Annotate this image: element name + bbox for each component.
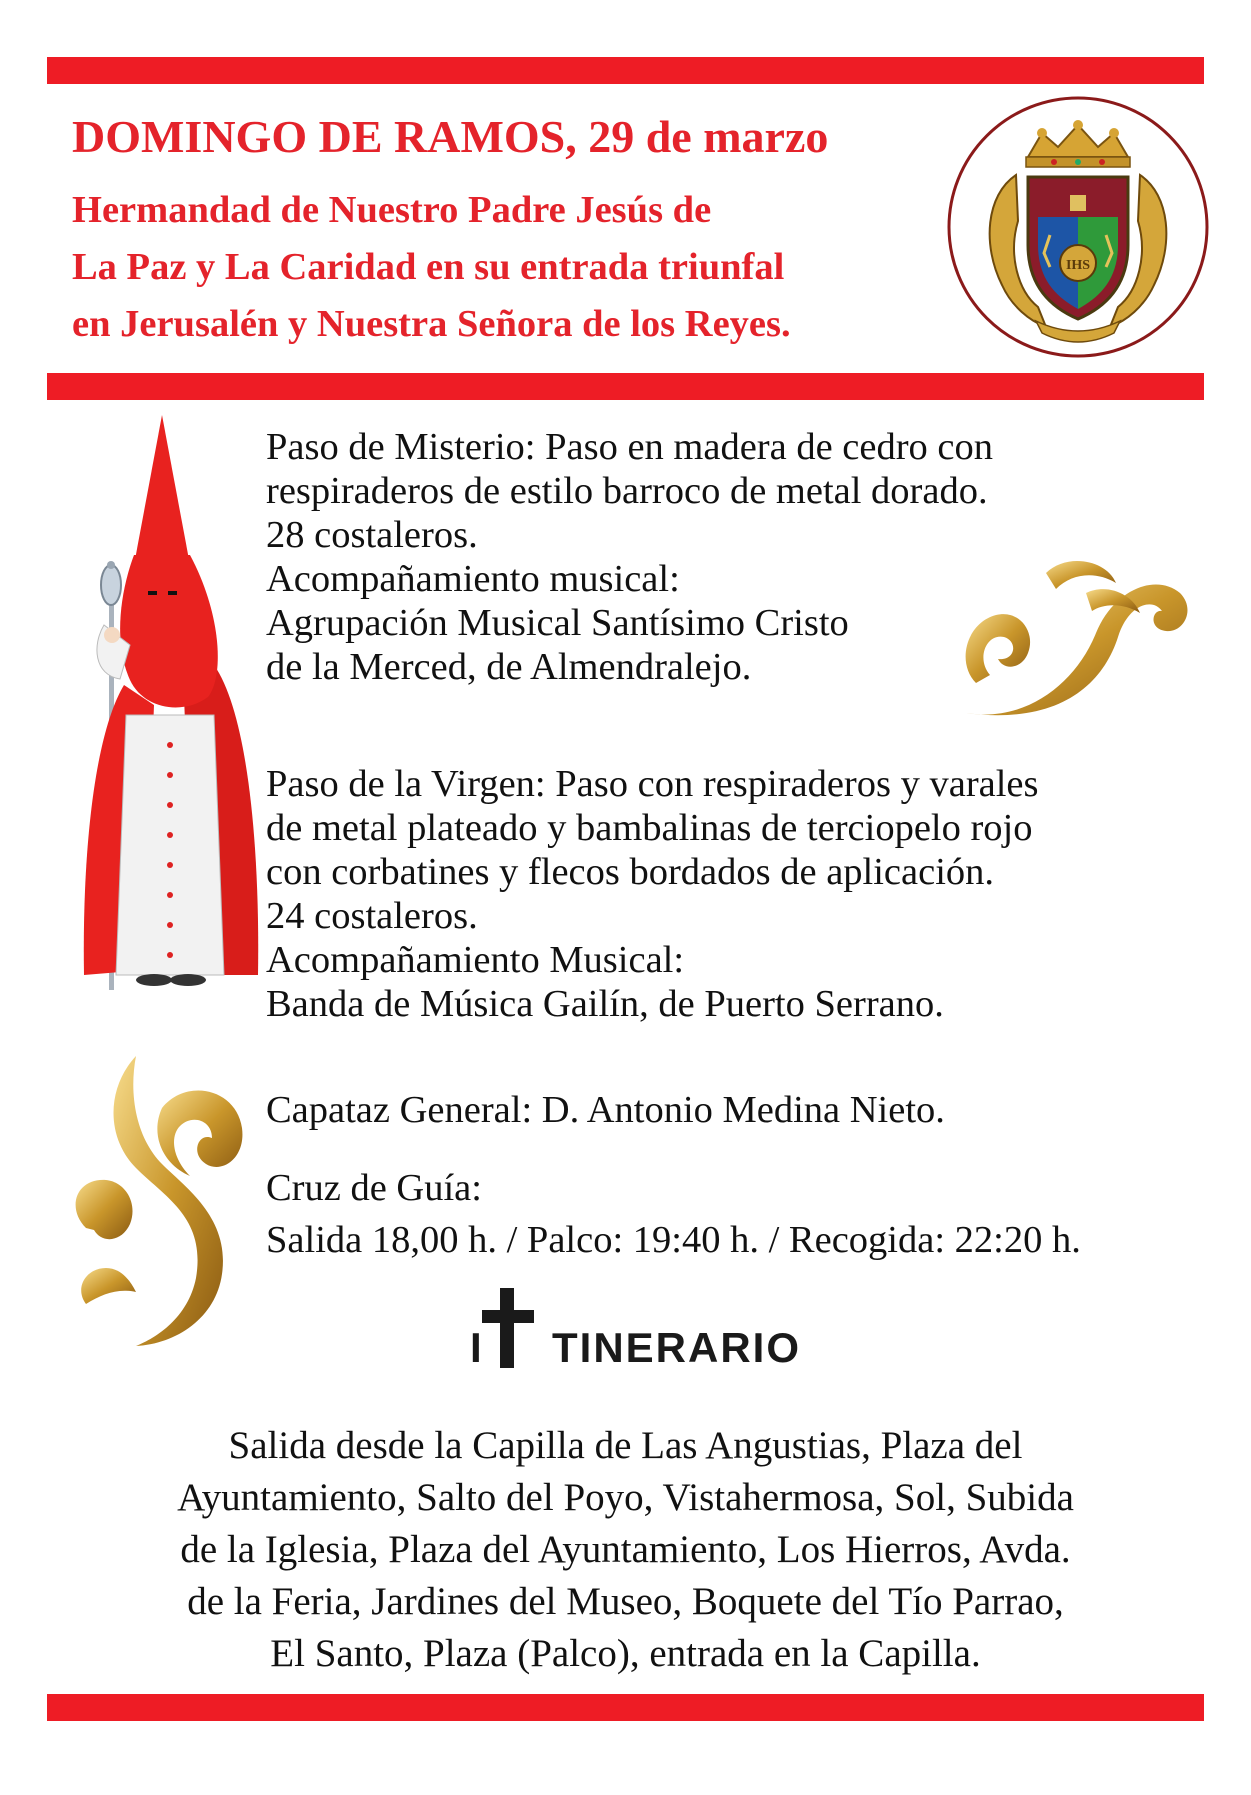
paso-virgen-text: con corbatines y flecos bordados de aplicación.	[266, 851, 995, 893]
route-line: El Santo, Plaza (Palco), entrada en la Capilla.	[270, 1632, 981, 1675]
route-line: Salida desde la Capilla de Las Angustias, Plaza del	[228, 1424, 1023, 1467]
itinerario-title: I TINERARIO	[470, 1324, 801, 1371]
gold-acanthus-ornament	[956, 553, 1196, 725]
route-line: de la Iglesia, Plaza del Ayuntamiento, Los Hierros, Avda.	[180, 1528, 1071, 1571]
cruz-guia-label: Cruz de Guía:	[266, 1167, 482, 1209]
paso-virgen-section	[266, 762, 1039, 1026]
capataz-section	[266, 1088, 945, 1132]
costaleros-count: 24 costaleros.	[266, 895, 478, 937]
music-text: de la Merced, de Almendralejo.	[266, 646, 752, 688]
music-text: Banda de Música Gailín, de Puerto Serrano.	[266, 983, 944, 1025]
page-title: DOMINGO DE RAMOS, 29 de marzo	[72, 111, 829, 162]
paso-virgen-text: de metal plateado y bambalinas de terciopelo rojo	[266, 807, 1033, 849]
capataz-name: D. Antonio Medina Nieto.	[532, 1089, 945, 1131]
paso-virgen-label: Paso de la Virgen:	[266, 763, 546, 805]
schedule-times: Salida 18,00 h. / Palco: 19:40 h. / Recogida: 22:20 h.	[266, 1219, 1081, 1261]
paso-misterio-label: Paso de Misterio:	[266, 426, 536, 468]
route-line: Ayuntamiento, Salto del Poyo, Vistahermosa, Sol, Subida	[177, 1476, 1074, 1519]
music-text: Agrupación Musical Santísimo Cristo	[266, 602, 849, 644]
hermandad-crest-icon	[946, 95, 1210, 359]
top-red-bar	[47, 57, 1204, 84]
subtitle-line: La Paz y La Caridad en su entrada triunfal	[72, 246, 785, 288]
music-label: Acompañamiento Musical:	[266, 939, 685, 981]
hermandad-name	[72, 182, 952, 353]
subtitle-line: en Jerusalén y Nuestra Señora de los Reyes.	[72, 303, 791, 345]
svg-text:IHS: IHS	[1065, 258, 1091, 273]
bottom-red-bar	[47, 1694, 1204, 1721]
music-label: Acompañamiento musical:	[266, 558, 680, 600]
paso-misterio-section	[266, 425, 993, 689]
capataz-label: Capataz General:	[266, 1089, 533, 1131]
paso-misterio-text: Paso en madera de cedro con	[535, 426, 994, 468]
middle-red-bar	[47, 373, 1204, 400]
route-line: de la Feria, Jardines del Museo, Boquete del Tío Parrao,	[187, 1580, 1064, 1623]
costaleros-count: 28 costaleros.	[266, 514, 478, 556]
gold-acanthus-ornament	[66, 1048, 256, 1350]
subtitle-line: Hermandad de Nuestro Padre Jesús de	[72, 189, 712, 231]
paso-virgen-text: Paso con respiraderos y varales	[545, 763, 1039, 805]
cruz-guia-section	[266, 1166, 1081, 1262]
paso-misterio-text: respiraderos de estilo barroco de metal dorado.	[266, 470, 988, 512]
itinerario-route	[47, 1420, 1204, 1680]
nazareno-figure	[64, 415, 260, 990]
